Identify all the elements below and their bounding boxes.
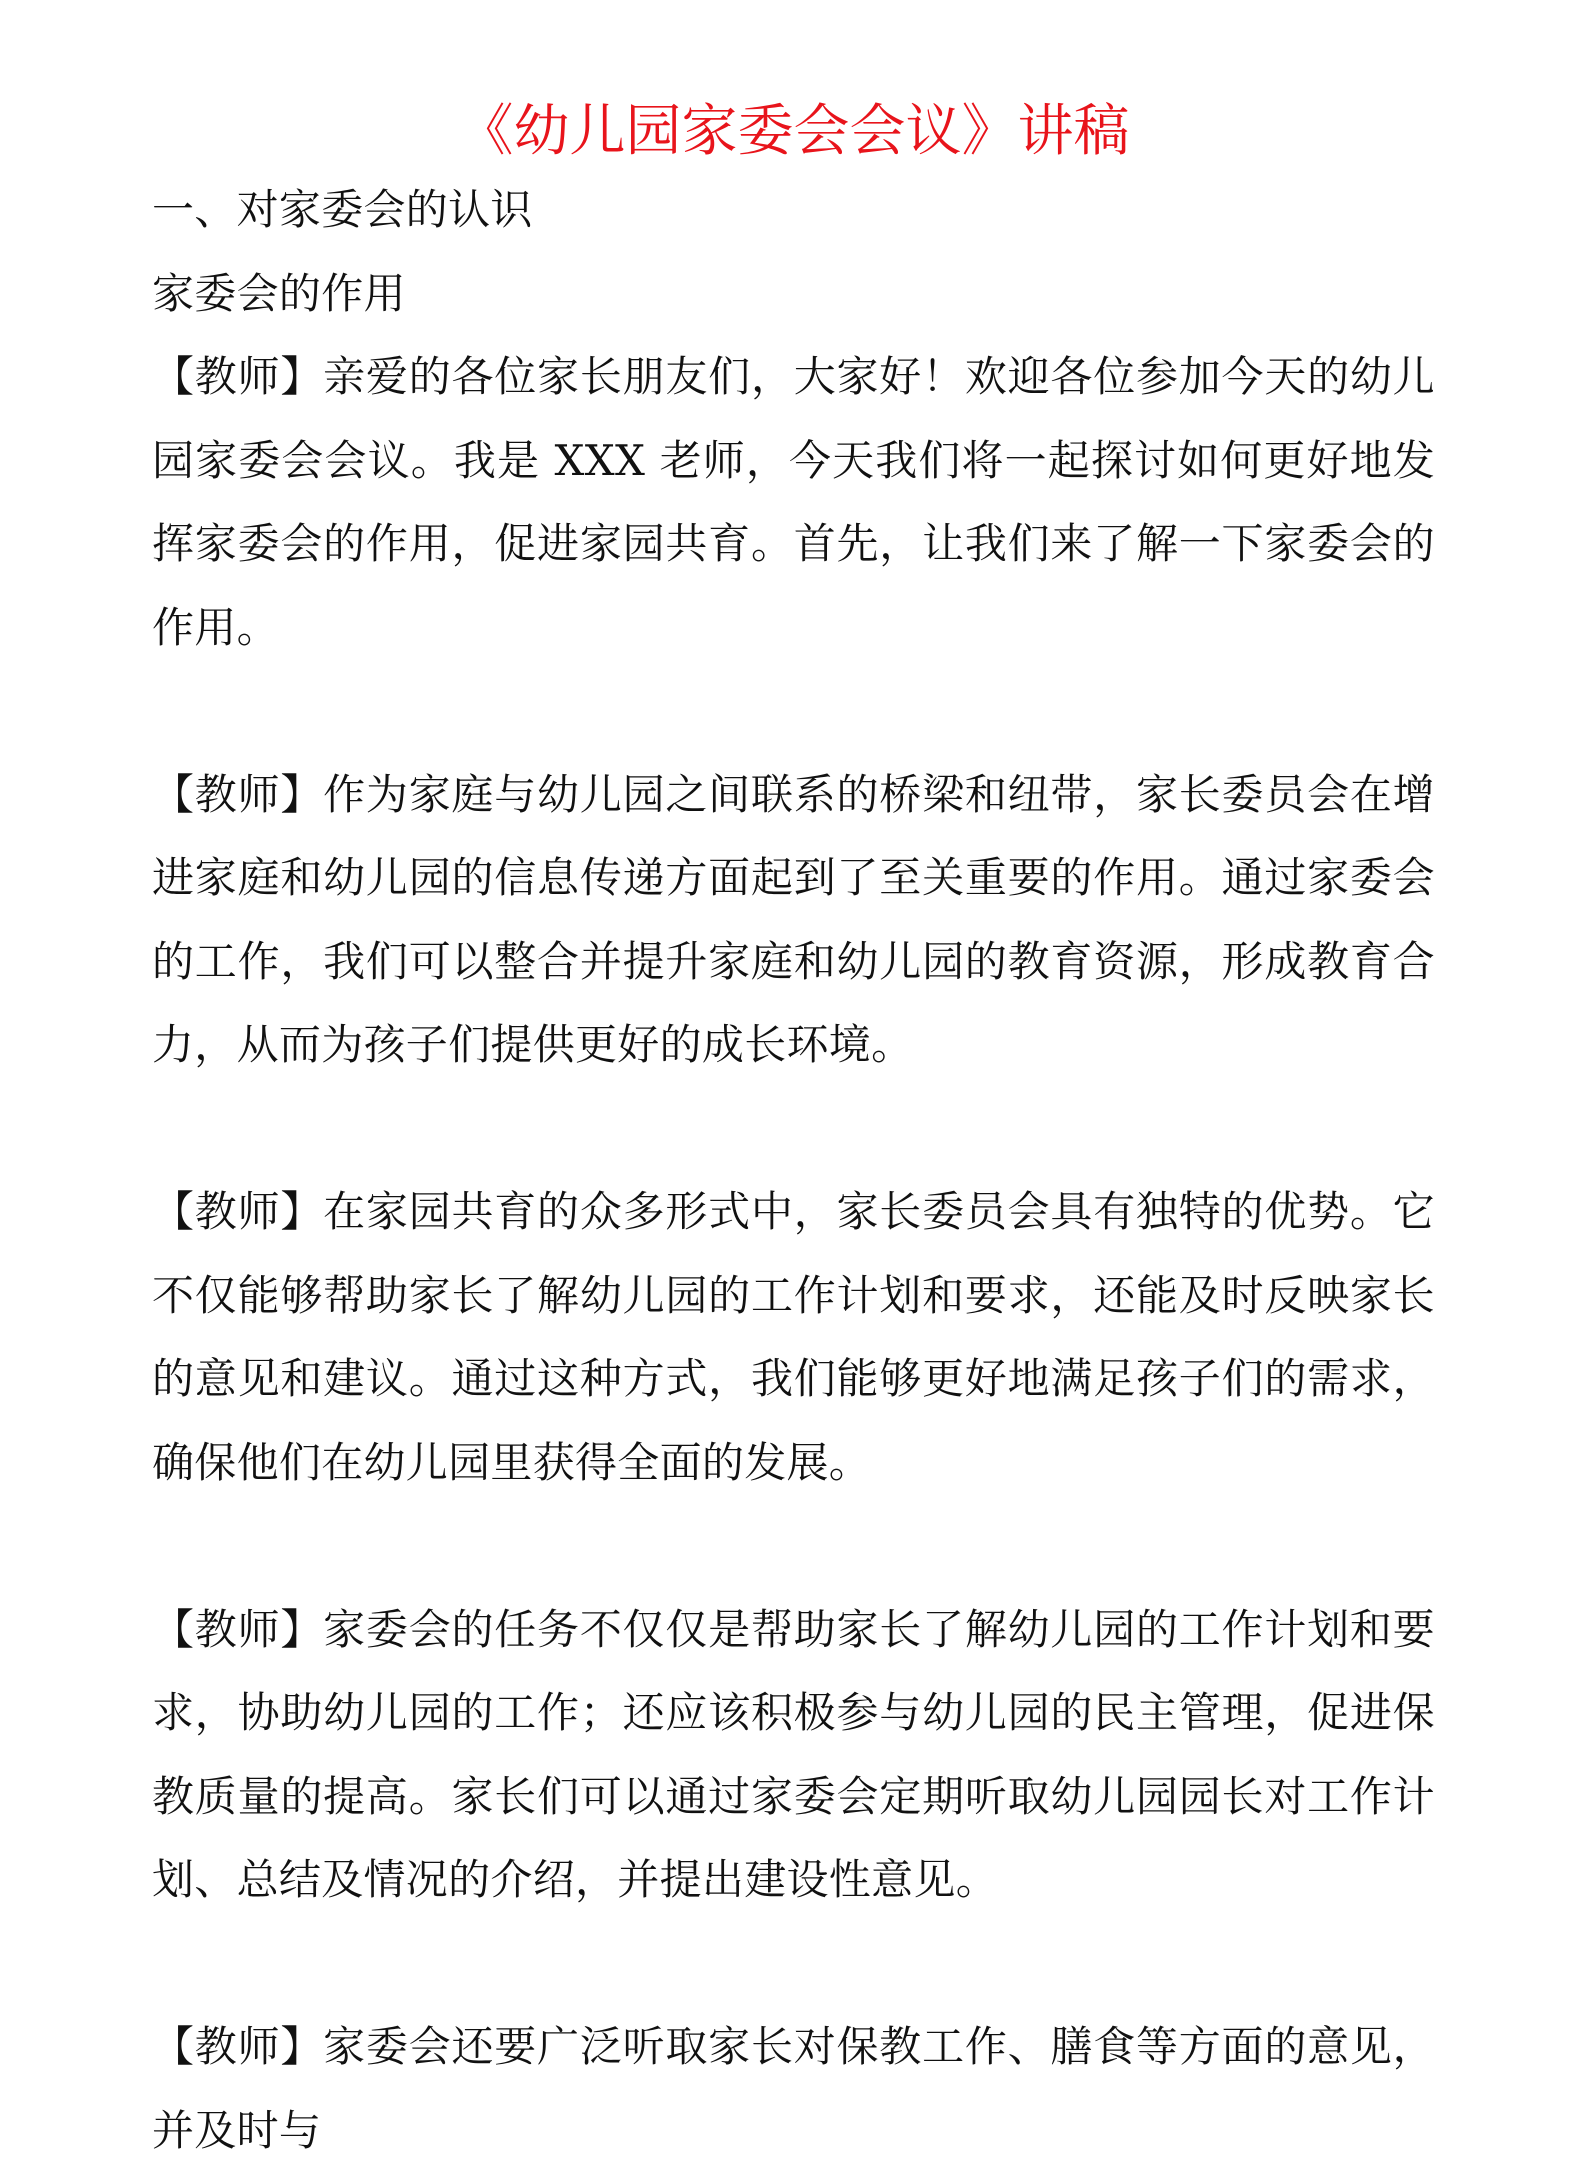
paragraph: 【教师】家委会的任务不仅仅是帮助家长了解幼儿园的工作计划和要求，协助幼儿园的工作；还应该积极参与幼儿园的民主管理，促进保教质量的提高。家长们可以通过家委会定期听取幼儿园园长对工作计划、总结及情况的介绍，并提出建设性意见。 — [152, 1604, 1435, 1904]
subheading: 家委会的作用 — [152, 268, 406, 318]
section-heading: 一、对家委会的认识 — [152, 185, 533, 234]
document-title: 《幼儿园家委会会议》讲稿 — [457, 99, 1130, 164]
paragraph-spacer — [152, 1504, 1435, 1588]
paragraph: 【教师】在家园共育的众多形式中，家长委员会具有独特的优势。它不仅能够帮助家长了解幼儿园的工作计划和要求，还能及时反映家长的意见和建议。通过这种方式，我们能够更好地满足孩子们的需求，确保他们在幼儿园里获得全面的发展。 — [152, 1187, 1435, 1487]
paragraph: 【教师】作为家庭与幼儿园之间联系的桥梁和纽带，家长委员会在增进家庭和幼儿园的信息传递方面起到了至关重要的作用。通过家委会的工作，我们可以整合并提升家庭和幼儿园的教育资源，形成教育合力，从而为孩子们提供更好的成长环境。 — [152, 769, 1435, 1069]
paragraph-spacer — [152, 1922, 1435, 2006]
paragraph: 【教师】亲爱的各位家长朋友们，大家好！欢迎各位参加今天的幼儿园家委会会议。我是 XXX 老师，今天我们将一起探讨如何更好地发挥家委会的作用，促进家园共育。首先，让我们来了解一下家委会的作用。 — [152, 352, 1435, 652]
document-body — [152, 168, 1435, 2172]
paragraph: 【教师】家委会还要广泛听取家长对保教工作、膳食等方面的意见，并及时与 — [152, 2022, 1435, 2155]
paragraph-spacer — [152, 1087, 1435, 1171]
paragraph-spacer — [152, 669, 1435, 753]
